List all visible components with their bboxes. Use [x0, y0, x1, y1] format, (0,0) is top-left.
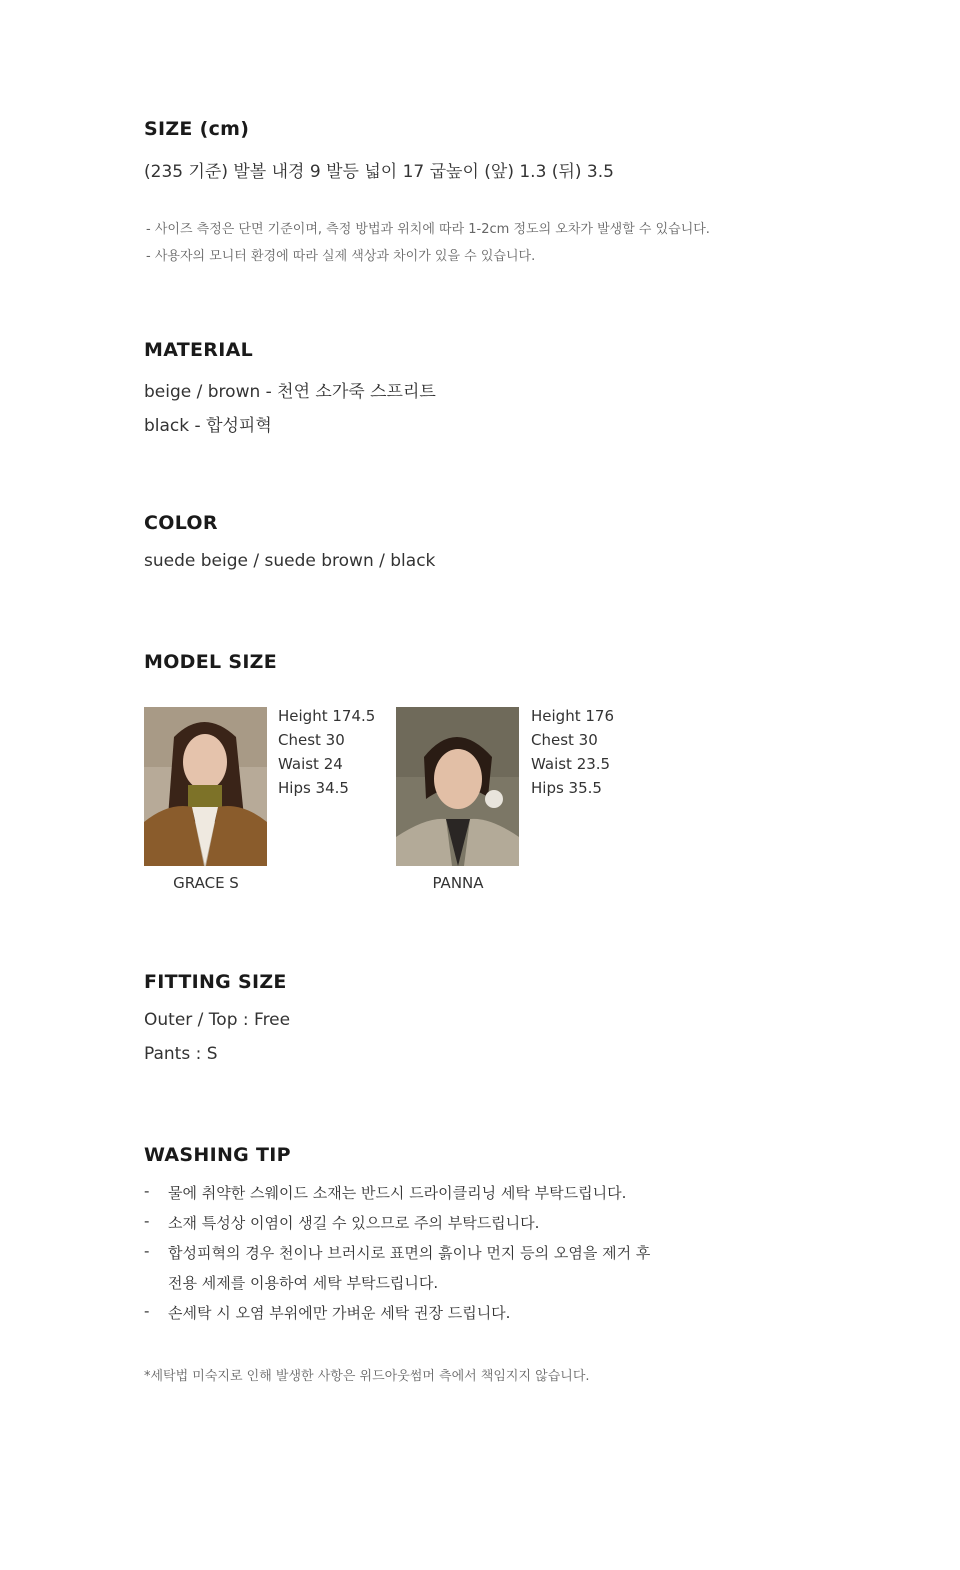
material-line-2: black - 합성피혁	[144, 416, 272, 436]
model-2-waist: Waist 23.5	[531, 755, 611, 773]
model-1-name: GRACE S	[173, 874, 239, 892]
fitting-size-pants: Pants : S	[144, 1044, 218, 1064]
model-2-hips: Hips 35.5	[531, 779, 602, 797]
model-2-height: Height 176	[531, 707, 614, 725]
washing-tip-1: 물에 취약한 스웨이드 소재는 반드시 드라이클리닝 세탁 부탁드립니다.	[168, 1184, 627, 1202]
washing-bullet-4: -	[144, 1302, 150, 1320]
washing-tip-3-continued: 전용 세제를 이용하여 세탁 부탁드립니다.	[168, 1274, 439, 1292]
washing-bullet-3: -	[144, 1242, 150, 1260]
material-line-1: beige / brown - 천연 소가죽 스프리트	[144, 382, 436, 402]
model-size-heading: MODEL SIZE	[144, 651, 278, 673]
size-measurements: (235 기준) 발볼 내경 9 발등 넓이 17 굽높이 (앞) 1.3 (뒤) 3.5	[144, 162, 614, 182]
size-note-1: - 사이즈 측정은 단면 기준이며, 측정 방법과 위치에 따라 1-2cm 정도의 오차가 발생할 수 있습니다.	[146, 222, 710, 237]
color-heading: COLOR	[144, 512, 218, 534]
size-heading: SIZE (cm)	[144, 118, 250, 140]
model-2-name: PANNA	[432, 874, 484, 892]
washing-tip-2: 소재 특성상 이염이 생길 수 있으므로 주의 부탁드립니다.	[168, 1214, 540, 1232]
material-heading: MATERIAL	[144, 339, 253, 361]
model-1-waist: Waist 24	[278, 755, 343, 773]
model-photo-grace-s	[144, 707, 267, 866]
washing-bullet-2: -	[144, 1212, 150, 1230]
washing-tip-heading: WASHING TIP	[144, 1144, 291, 1166]
washing-tip-3: 합성피혁의 경우 천이나 브러시로 표면의 흙이나 먼지 등의 오염을 제거 후	[168, 1244, 651, 1262]
fitting-size-heading: FITTING SIZE	[144, 971, 287, 993]
fitting-size-top: Outer / Top : Free	[144, 1010, 291, 1030]
washing-disclaimer: *세탁법 미숙지로 인해 발생한 사항은 위드아웃썸머 측에서 책임지지 않습니다.	[144, 1369, 590, 1384]
model-photo-panna	[396, 707, 519, 866]
model-1-height: Height 174.5	[278, 707, 376, 725]
washing-tip-4: 손세탁 시 오염 부위에만 가벼운 세탁 권장 드립니다.	[168, 1304, 511, 1322]
washing-bullet-1: -	[144, 1182, 150, 1200]
color-options: suede beige / suede brown / black	[144, 551, 436, 571]
model-2-chest: Chest 30	[531, 731, 598, 749]
model-1-hips: Hips 34.5	[278, 779, 349, 797]
model-1-chest: Chest 30	[278, 731, 345, 749]
size-note-2: - 사용자의 모니터 환경에 따라 실제 색상과 차이가 있을 수 있습니다.	[146, 249, 536, 264]
